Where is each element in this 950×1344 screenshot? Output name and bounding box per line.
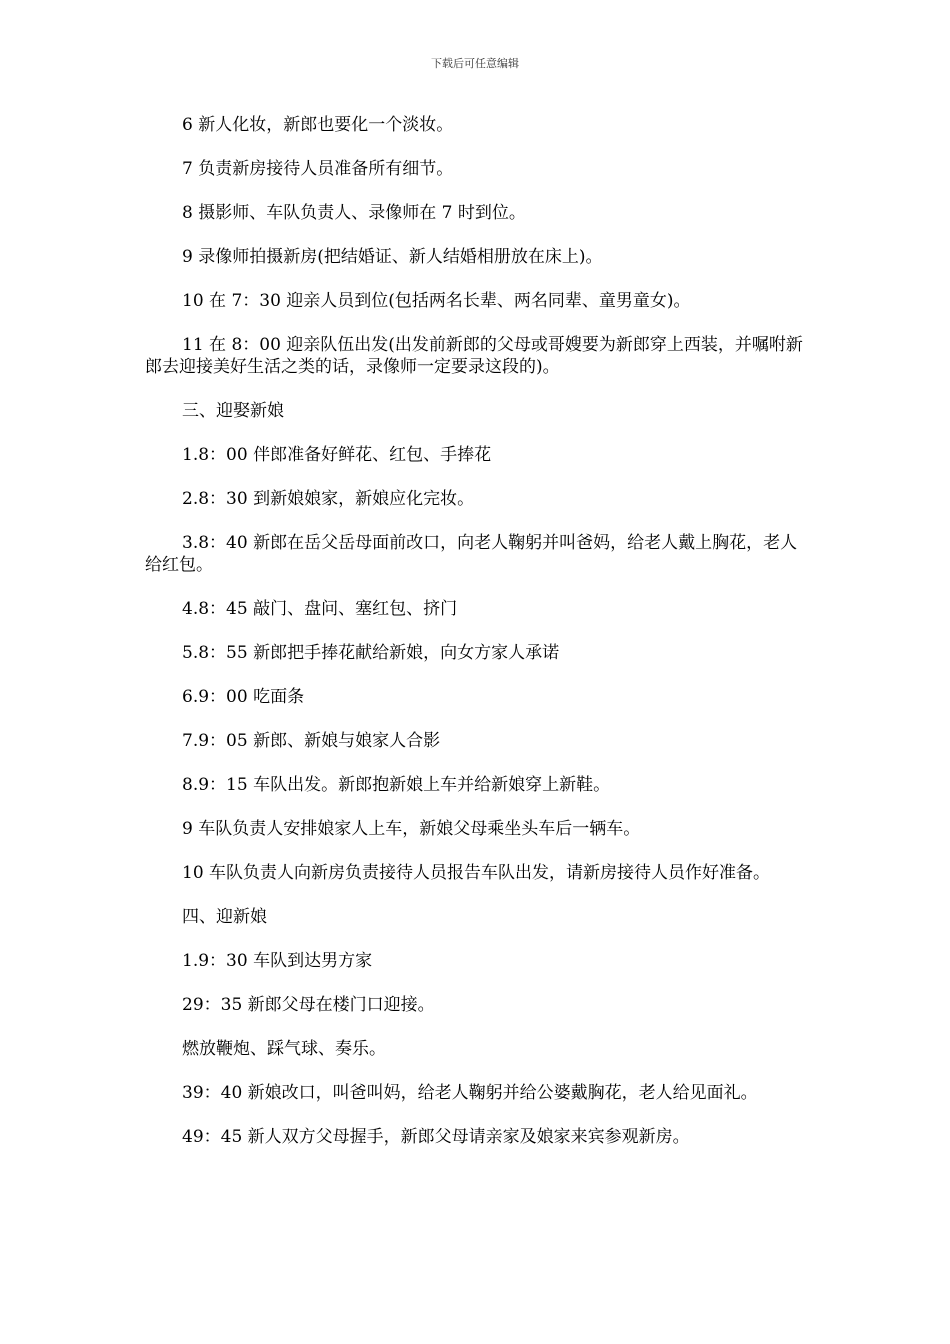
list-item: 2.8：30 到新娘娘家，新娘应化完妆。 xyxy=(182,489,475,509)
list-item: 49：45 新人双方父母握手，新郎父母请亲家及娘家来宾参观新房。 xyxy=(182,1127,690,1147)
list-item: 10 车队负责人向新房负责接待人员报告车队出发，请新房接待人员作好准备。 xyxy=(182,863,771,883)
list-item: 1.9：30 车队到达男方家 xyxy=(182,951,373,971)
list-item: 29：35 新郎父母在楼门口迎接。 xyxy=(182,995,435,1015)
list-item: 5.8：55 新郎把手捧花献给新娘，向女方家人承诺 xyxy=(182,643,560,663)
paragraph-7-reception: 7 负责新房接待人员准备所有细节。 xyxy=(182,159,454,179)
section-heading-4: 四、迎新娘 xyxy=(182,907,267,927)
page-header: 下载后可任意编辑 xyxy=(431,57,519,70)
document-body xyxy=(145,114,810,1170)
list-item: 39：40 新娘改口，叫爸叫妈，给老人鞠躬并给公婆戴胸花，老人给见面礼。 xyxy=(182,1083,758,1103)
paragraph-10-escort-arrival: 10 在 7：30 迎亲人员到位(包括两名长辈、两名同辈、童男童女)。 xyxy=(182,291,691,311)
list-item: 3.8：40 新郎在岳父岳母面前改口，向老人鞠躬并叫爸妈，给老人戴上胸花，老人给红包。 xyxy=(145,533,798,575)
list-item: 9 车队负责人安排娘家人上车，新娘父母乘坐头车后一辆车。 xyxy=(182,819,641,839)
paragraph-11-depart: 11 在 8：00 迎亲队伍出发(出发前新郎的父母或哥嫂要为新郎穿上西装，并嘱咐新郎去迎接美好生活之类的话，录像师一定要录这段的)。 xyxy=(145,335,803,377)
paragraph-6-makeup: 6 新人化妆，新郎也要化一个淡妆。 xyxy=(182,115,454,135)
paragraph-8-staff-arrival: 8 摄影师、车队负责人、录像师在 7 时到位。 xyxy=(182,203,526,223)
list-item: 1.8：00 伴郎准备好鲜花、红包、手捧花 xyxy=(182,445,492,465)
paragraph-9-video-room: 9 录像师拍摄新房(把结婚证、新人结婚相册放在床上)。 xyxy=(182,247,603,267)
list-item: 4.8：45 敲门、盘问、塞红包、挤门 xyxy=(182,599,458,619)
list-item: 7.9：05 新郎、新娘与娘家人合影 xyxy=(182,731,441,751)
section-heading-3: 三、迎娶新娘 xyxy=(182,401,284,421)
list-item: 6.9：00 吃面条 xyxy=(182,687,305,707)
list-item: 8.9：15 车队出发。新郎抱新娘上车并给新娘穿上新鞋。 xyxy=(182,775,611,795)
list-item: 燃放鞭炮、踩气球、奏乐。 xyxy=(182,1039,386,1059)
